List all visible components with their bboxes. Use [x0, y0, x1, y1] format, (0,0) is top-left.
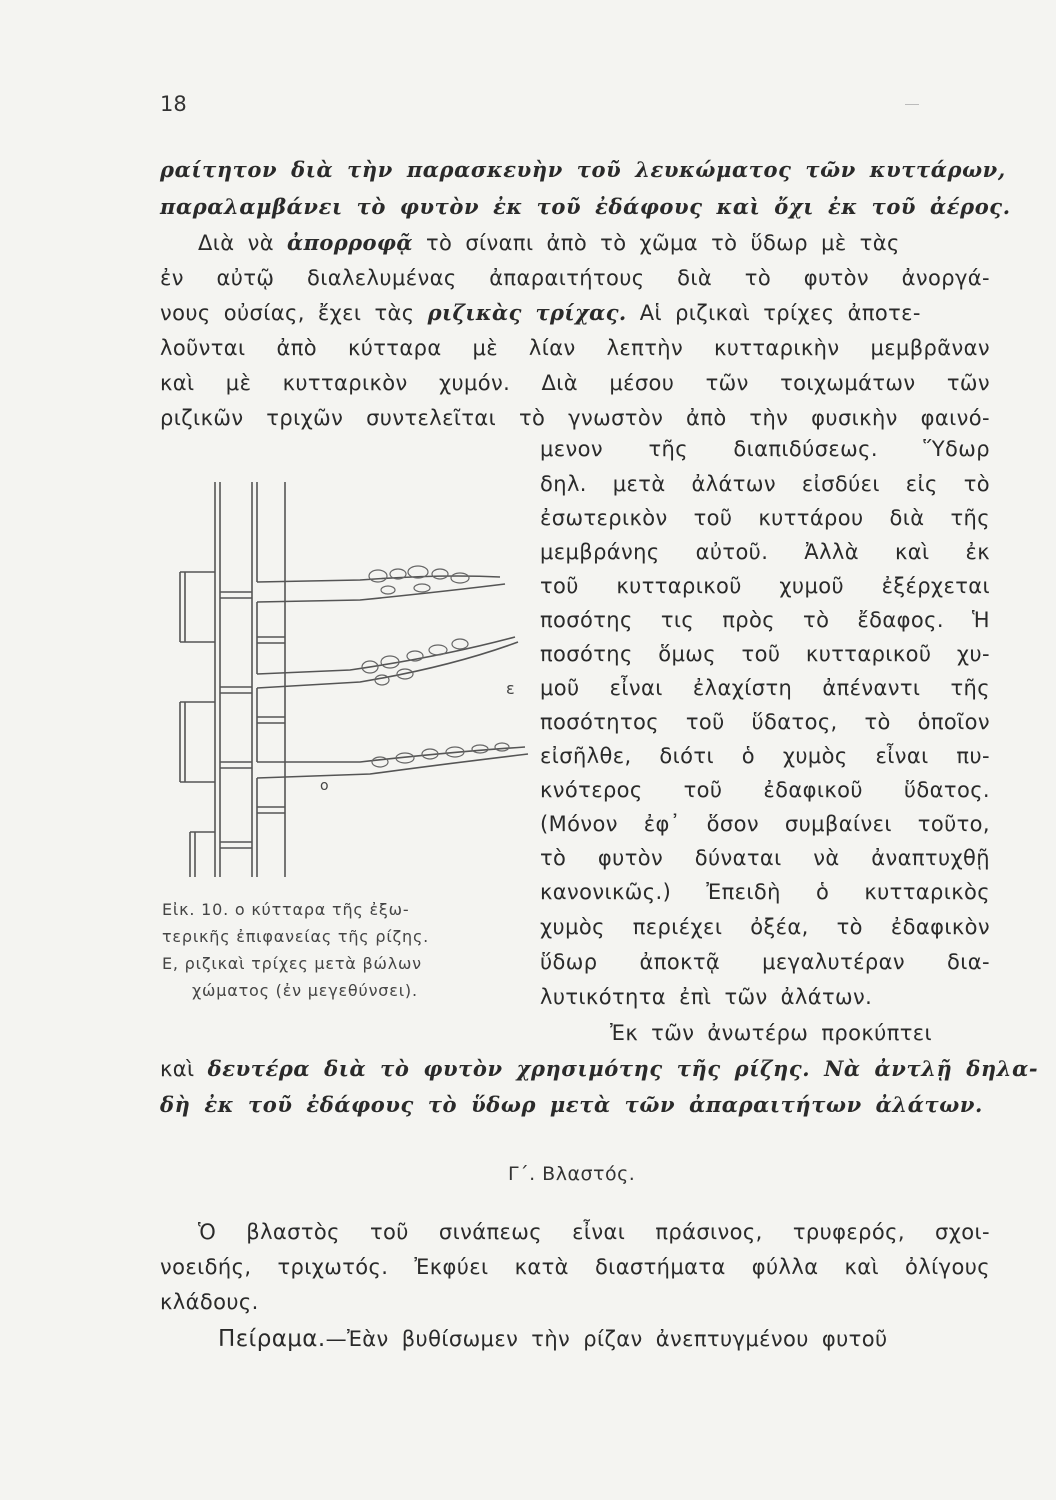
cell-wall	[190, 832, 215, 877]
text-span: —Ἐὰν βυθίσωμεν τὴν ρίζαν ἀνεπτυγμένου φυτοῦ	[325, 1327, 888, 1351]
column-line: τὸ φυτὸν δύναται νὰ ἀναπτυχθῇ	[540, 846, 990, 870]
root-hair-figure	[160, 462, 530, 882]
column-line: ἐσωτερικὸν τοῦ κυττάρου διὰ τῆς	[540, 506, 990, 530]
text-line	[160, 299, 921, 327]
text-span: Διὰ νὰ	[198, 231, 288, 255]
column-line: λυτικότητα ἐπὶ τῶν ἀλάτων.	[540, 985, 873, 1009]
text-line: δὴ ἐκ τοῦ ἐδάφους τὸ ὕδωρ μετὰ τῶν ἀπαραιτήτων ἀλάτων.	[160, 1092, 983, 1117]
column-line: ποσότητος τοῦ ὕδατος, τὸ ὁποῖον	[540, 710, 990, 734]
figure-caption-line: Εἰκ. 10. ο κύτταρα τῆς ἐξω-	[162, 900, 410, 919]
column-line: ὕδωρ ἀποκτᾷ μεγαλυτέραν δια-	[540, 950, 990, 974]
cell-wall	[180, 572, 215, 642]
text-line	[198, 229, 900, 257]
column-line: τοῦ κυτταρικοῦ χυμοῦ ἐξέρχεται	[540, 574, 990, 598]
cell-wall	[180, 702, 215, 782]
cell-wall	[257, 807, 285, 813]
text-line	[218, 1325, 888, 1353]
column-line: ποσότης ὅμως τοῦ κυτταρικοῦ χυ-	[540, 642, 990, 666]
column-line: δηλ. μετὰ ἀλάτων εἰσδύει εἰς τὸ	[540, 472, 990, 496]
emphasis-text: δευτέρα διὰ τὸ φυτὸν χρησιμότης τῆς ρίζης. Νὰ ἀντλῇ δηλα-	[207, 1056, 1039, 1081]
root-hair	[257, 747, 528, 778]
section-heading: Γ΄. Βλαστός.	[508, 1163, 636, 1185]
column-line: μεμβράνης αὐτοῦ. Ἀλλὰ καὶ ἐκ	[540, 540, 990, 564]
figure-caption-line: χώματος (ἐν μεγεθύνσει).	[192, 981, 418, 1000]
column-line: (Μόνον ἐφ᾽ ὅσον συμβαίνει τοῦτο,	[540, 812, 990, 836]
cell-wall	[257, 717, 285, 723]
text-span: καὶ	[160, 1057, 208, 1081]
figure-caption-line: Ε, ριζικαὶ τρίχες μετὰ βώλων	[162, 954, 422, 973]
experiment-label: Πείραμα.	[218, 1326, 326, 1352]
text-line: καὶ μὲ κυτταρικὸν χυμόν. Διὰ μέσου τῶν τοιχωμάτων τῶν	[160, 371, 990, 395]
cell-wall	[220, 592, 252, 598]
column-line: κνότερος τοῦ ἐδαφικοῦ ὕδατος.	[540, 778, 990, 802]
emphasis-term: ἀπορροφᾷ	[287, 230, 413, 255]
cell-wall	[257, 637, 285, 643]
text-line: ραίτητον διὰ τὴν παρασκευὴν τοῦ λευκώματος τῶν κυττάρων,	[160, 157, 1006, 182]
column-line: μοῦ εἶναι ἐλαχίστη ἀπέναντι τῆς	[540, 676, 990, 700]
text-span: τὸ σίναπι ἀπὸ τὸ χῶμα τὸ ὕδωρ μὲ τὰς	[412, 231, 900, 255]
column-line: εἰσῆλθε, διότι ὁ χυμὸς εἶναι πυ-	[540, 744, 990, 768]
text-line: λοῦνται ἀπὸ κύτταρα μὲ λίαν λεπτὴν κυτταρικὴν μεμβρᾶναν	[160, 336, 990, 360]
cell-wall	[220, 762, 252, 768]
cell-wall	[220, 687, 252, 693]
text-line: Ἐκ τῶν ἀνωτέρω προκύπτει	[610, 1021, 933, 1045]
text-line: ριζικῶν τριχῶν συντελεῖται τὸ γνωστὸν ἀπὸ τὴν φυσικὴν φαινό-	[160, 406, 990, 430]
figure-caption-line: τερικῆς ἐπιφανείας τῆς ρίζης.	[162, 927, 430, 946]
text-line: ἐν αὐτῷ διαλελυμένας ἀπαραιτήτους διὰ τὸ φυτὸν ἀνοργά-	[160, 266, 990, 290]
text-span: νους οὐσίας, ἔχει τὰς	[160, 301, 428, 325]
figure-label-e: ε	[506, 679, 515, 698]
column-line: μενον τῆς διαπιδύσεως. Ὕδωρ	[540, 437, 990, 461]
column-line: χυμὸς περιέχει ὀξέα, τὸ ἐδαφικὸν	[540, 915, 990, 939]
column-line: κανονικῶς.) Ἐπειδὴ ὁ κυτταρικὸς	[540, 880, 990, 904]
text-line: νοειδής, τριχωτός. Ἐκφύει κατὰ διαστήματα φύλλα καὶ ὀλίγους	[160, 1255, 990, 1279]
figure-label-o: o	[320, 778, 329, 794]
margin-mark	[905, 104, 919, 105]
text-line: Ὁ βλαστὸς τοῦ σινάπεως εἶναι πράσινος, τρυφερός, σχοι-	[198, 1220, 990, 1244]
root-hair	[257, 637, 518, 688]
page-number: 18	[160, 92, 187, 116]
column-line: ποσότης τις πρὸς τὸ ἔδαφος. Ἡ	[540, 608, 990, 632]
text-line	[160, 1055, 1038, 1083]
text-line: παραλαμβάνει τὸ φυτὸν ἐκ τοῦ ἐδάφους καὶ ὄχι ἐκ τοῦ ἀέρος.	[160, 194, 1011, 219]
cell-wall	[220, 842, 252, 848]
emphasis-term: ριζικὰς τρίχας.	[427, 300, 627, 325]
text-line: κλάδους.	[160, 1290, 259, 1314]
text-span: Αἱ ριζικαὶ τρίχες ἀποτε-	[626, 301, 921, 325]
